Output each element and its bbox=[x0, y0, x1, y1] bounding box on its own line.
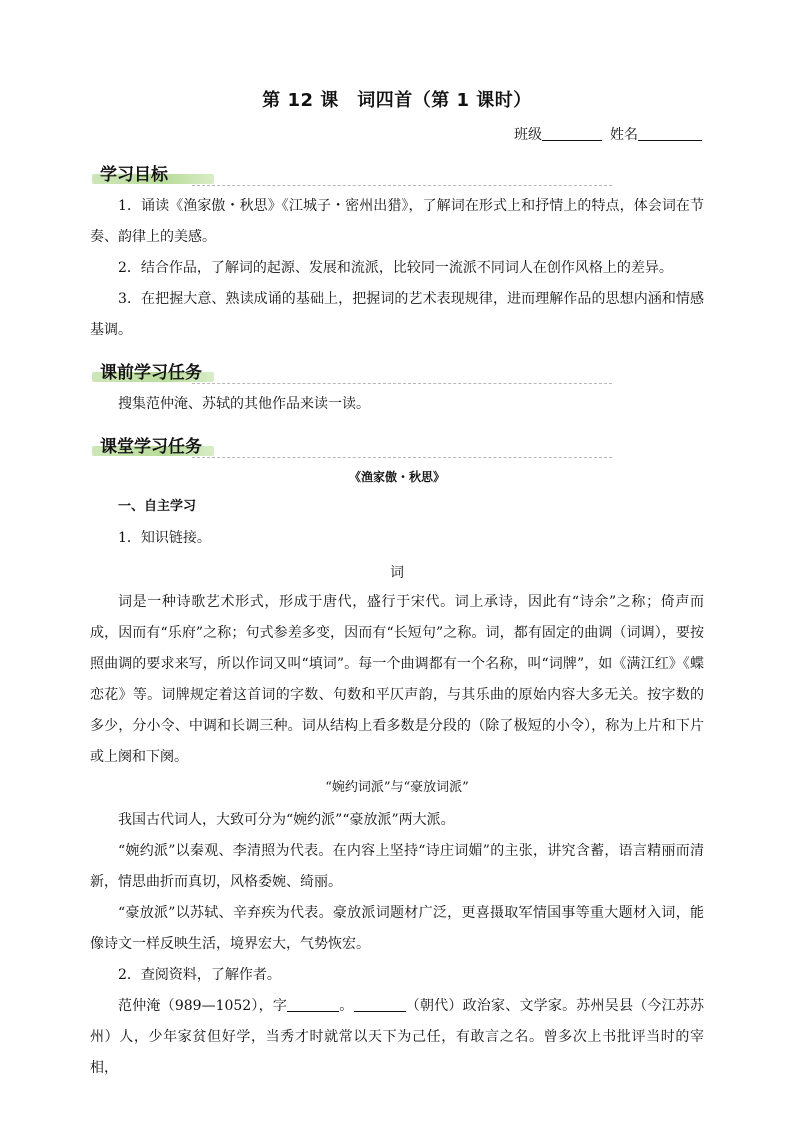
heading-divider bbox=[192, 383, 612, 384]
section-heading-in-class bbox=[92, 430, 612, 458]
class-label: 班级 bbox=[514, 127, 542, 143]
heading-label: 课前学习任务 bbox=[100, 363, 202, 383]
step-knowledge-link: 1．知识链接。 bbox=[118, 530, 211, 546]
class-blank[interactable] bbox=[542, 126, 602, 141]
goal-item-3: 3．在把握大意、熟读成诵的基础上，把握词的艺术表现规律，进而理解作品的思想内涵和情感基调。 bbox=[90, 291, 704, 338]
step-author-research: 2．查阅资料，了解作者。 bbox=[118, 967, 281, 983]
page-title: 第 12 课 词四首（第 1 课时） bbox=[262, 90, 532, 111]
ci-paragraph: 词是一种诗歌艺术形式，形成于唐代，盛行于宋代。词上承诗，因此有“诗余”之称；倚声而成，因而有“乐府”之称；句式参差多变，因而有“长短句”之称。词，都有固定的曲调（词调），要按照曲调的要求来写，所以作词又叫“填词”。每一个曲调都有一个名称，叫“词牌”，如《满江红》《蝶恋花》等。词牌规定着这首词的字数、句数和平仄声韵，与其乐曲的原始内容大多无关。按字数的多少，分小令、中调和长调三种。词从结构上看多数是分段的（除了极短的小令），称为上片和下片或上阕和下阕。 bbox=[90, 594, 704, 765]
pre-class-task: 搜集范仲淹、苏轼的其他作品来读一读。 bbox=[118, 396, 370, 412]
section-heading-pre-class bbox=[92, 356, 612, 384]
author-text-part-2: 。 bbox=[339, 998, 354, 1014]
dynasty-blank[interactable] bbox=[354, 997, 406, 1012]
heading-divider bbox=[192, 185, 612, 186]
author-text-part-1: 范仲淹（989—1052），字 bbox=[118, 998, 288, 1014]
class-name-line bbox=[514, 124, 702, 144]
ci-title: 词 bbox=[390, 565, 404, 581]
schools-title: “婉约词派”与“豪放词派” bbox=[325, 780, 469, 795]
name-label: 姓名 bbox=[610, 127, 638, 143]
subheading-self-study: 一、自主学习 bbox=[118, 499, 197, 514]
schools-intro: 我国古代词人，大致可分为“婉约派”“豪放派”两大派。 bbox=[118, 812, 455, 828]
heading-label: 课堂学习任务 bbox=[100, 437, 202, 457]
heading-divider bbox=[192, 457, 612, 458]
section-heading-goals bbox=[92, 158, 612, 186]
haofang-paragraph: “豪放派”以苏轼、辛弃疾为代表。豪放派词题材广泛，更喜摄取军情国事等重大题材入词，能像诗文一样反映生活，境界宏大，气势恢宏。 bbox=[90, 905, 704, 952]
style-name-blank[interactable] bbox=[287, 997, 339, 1012]
author-text-part-3: （朝代）政治家、文学家。苏州吴县（今江苏苏州）人，少年家贫但好学，当秀才时就常以天下为己任，有敢言之名。曾多次上书批评当时的宰相， bbox=[90, 998, 705, 1076]
work-title: 《渔家傲・秋思》 bbox=[348, 470, 445, 484]
author-paragraph bbox=[90, 991, 704, 1084]
heading-label: 学习目标 bbox=[100, 165, 168, 185]
name-blank[interactable] bbox=[638, 126, 702, 141]
goal-item-2: 2．结合作品，了解词的起源、发展和流派，比较同一流派不同词人在创作风格上的差异。 bbox=[118, 260, 673, 276]
goal-item-1: 1．诵读《渔家傲・秋思》《江城子・密州出猎》，了解词在形式上和抒情上的特点，体会词在节奏、韵律上的美感。 bbox=[90, 198, 704, 245]
wanyue-paragraph: “婉约派”以秦观、李清照为代表。在内容上坚持“诗庄词媚”的主张，讲究含蓄，语言精丽而清新，情思曲折而真切，风格委婉、绮丽。 bbox=[90, 843, 704, 890]
